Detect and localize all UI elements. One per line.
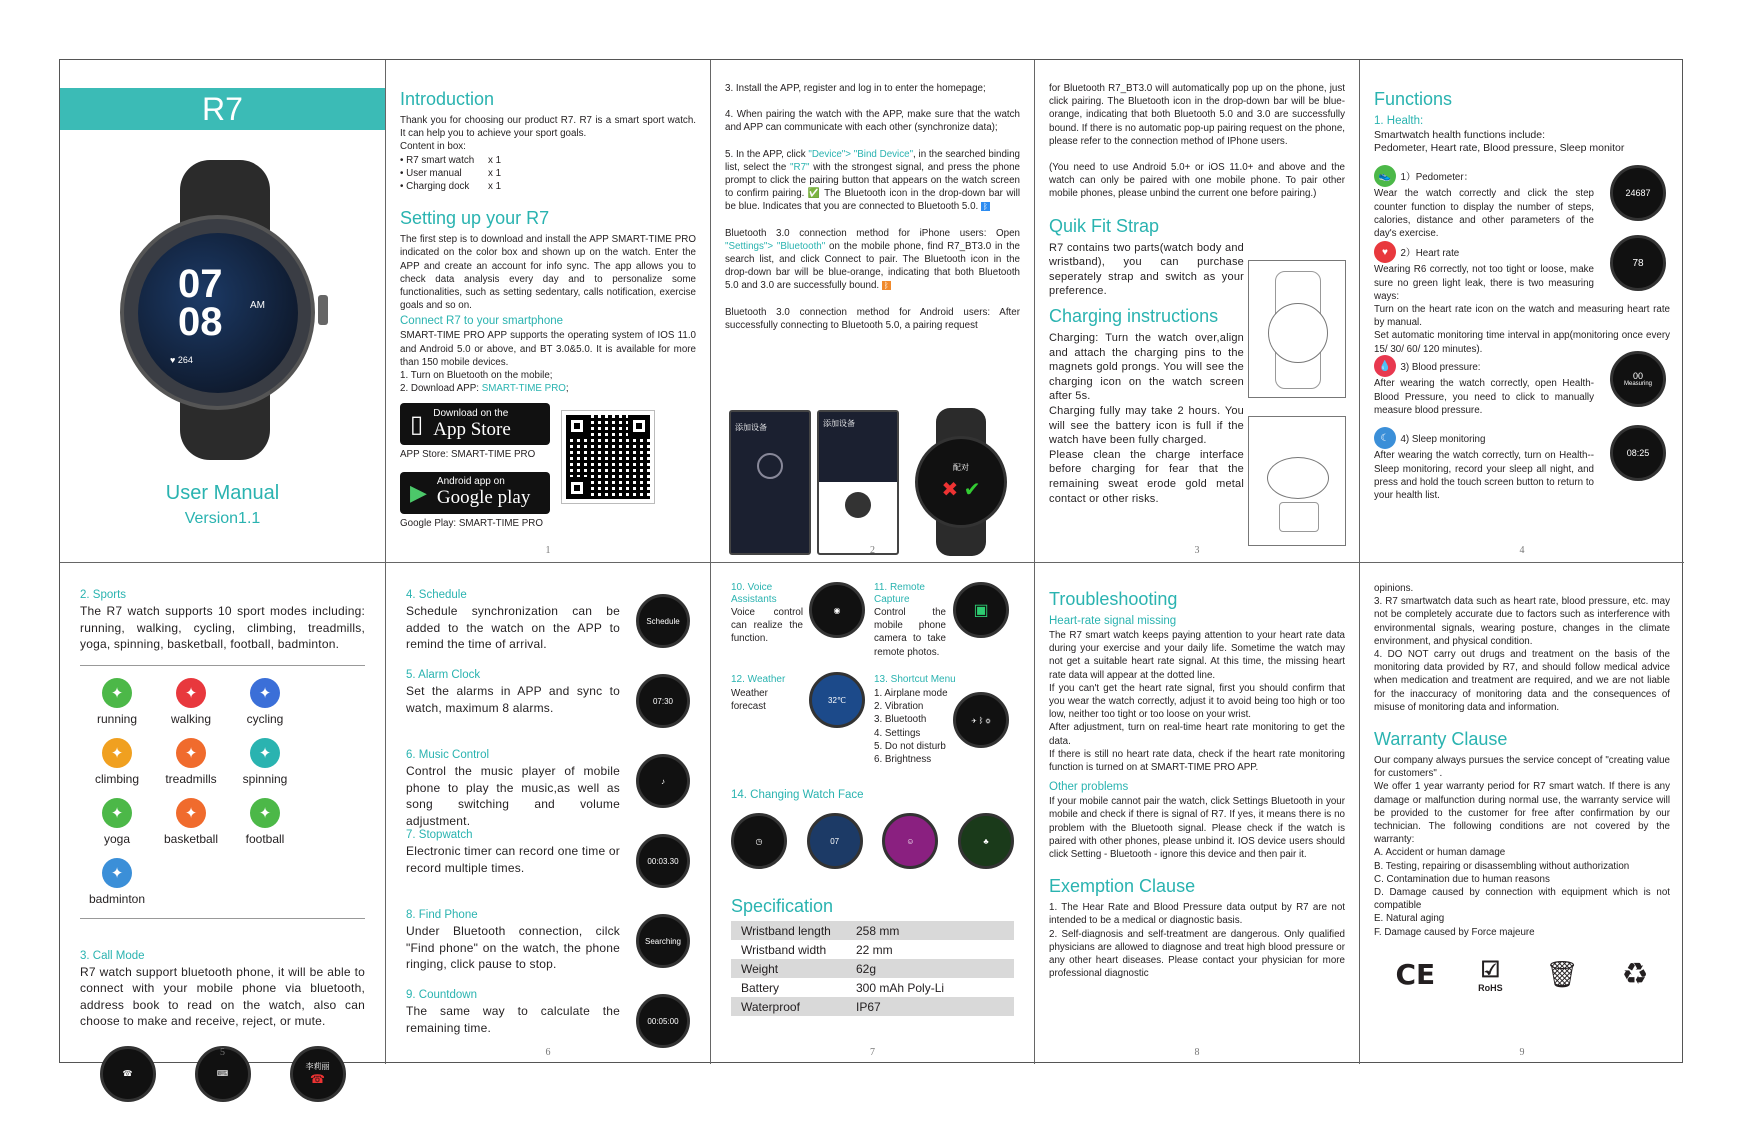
sport-label: badminton [88, 891, 146, 906]
title-banner: R7 [60, 88, 385, 130]
apple-icon: ▯ [410, 410, 424, 438]
bt3-iphone: Bluetooth 3.0 connection method for iPhone users: Open "Settings"> "Bluetooth" on the mobile phone, find R7_BT3.0 in the search list, and click Connect to pair. The Bluetooth icon in the drop-down bar will be blue-orange, indicating that both Bluetooth 5.0 and 3.0 are successfully bound. ᛒ [725, 227, 1020, 292]
box-item: • User manual x 1 [400, 167, 502, 179]
blood-pressure-text: After wearing the watch correctly, open Health-Blood Pressure, you need to click to manually measure blood pressure. [1374, 378, 1594, 416]
setup-text: The first step is to download and install the APP SMART-TIME PRO indicated on the color box and shown up on the watch. Enter the APP and create an account for info sync. The app allows you to check data analysis every day and to personalize some functionalities, such as setting sedentary, calls notification, exercise goals and so on. [400, 234, 696, 312]
pairing-panel [711, 82, 1034, 562]
watch-steps-value: 264 [177, 355, 193, 365]
hr-missing-4: If there is still no heart rate data, check if the heart rate monitoring function is turned on at SMART-TIME PRO APP. [1049, 748, 1345, 774]
badminton-icon: ✦ [102, 858, 132, 888]
feature-watch: 00:03.30 [636, 834, 690, 888]
step-1: 1. Turn on Bluetooth on the mobile; [400, 370, 553, 382]
feature-heading: 7. Stopwatch [406, 829, 473, 841]
sports-panel [60, 582, 385, 1086]
sleep-watch: 08 : 25 [1610, 425, 1666, 481]
page-number: 7 [870, 1047, 875, 1058]
page-number: 8 [1194, 1047, 1200, 1058]
yoga-icon: ✦ [102, 798, 132, 828]
remote-text: Control the mobile phone camera to take remote photos. [874, 607, 946, 658]
spec-row [731, 959, 1014, 978]
spec-label: Wristband width [741, 942, 827, 957]
google-play-caption: Google Play: SMART-TIME PRO [400, 517, 544, 529]
feature-text: The same way to calculate the remaining time. [406, 1004, 620, 1035]
watch-image [110, 160, 340, 460]
watch-hour: 07 [178, 262, 223, 306]
functions-heading: Functions [1374, 89, 1453, 109]
step-3: 3. Install the APP, register and log in to enter the homepage; [725, 83, 986, 94]
feature-watch: ♪ [636, 754, 690, 808]
warranty-condition: A. Accident or human damage [1374, 847, 1506, 859]
incoming-call-watch: 李莉丽 ☎ [290, 1046, 346, 1102]
qr-code [562, 411, 654, 503]
sport-mode [154, 678, 228, 726]
intro-text: Thank you for choosing our product R7. R7 is a smart sport watch. It can help you to achieve your sport goals. [400, 115, 696, 140]
feature-text: Schedule synchronization can be added to the watch on the APP to remind the time of arrival. [406, 604, 620, 651]
strap-text: R7 contains two parts(watch body and wristband), you can purchase seperately strap and switch as your preference. [1049, 241, 1244, 298]
weather-heading: 12. Weather [731, 674, 786, 685]
spec-row [731, 921, 1014, 940]
heart-rate-heading: 2）Heart rate [1400, 248, 1460, 260]
heart-rate-text: Wearing R6 correctly, not too tight or loose, make sure no green light leak, there is two measuring ways: [1374, 264, 1594, 302]
intro-panel [386, 82, 710, 562]
menu-item: 3. Bluetooth [874, 714, 927, 726]
sport-mode [80, 858, 154, 906]
feature-text: Set the alarms in APP and sync to watch, maximum 8 alarms. [406, 684, 620, 715]
google-play-badge[interactable]: ▶ Android app on Google play [400, 472, 550, 514]
sport-mode [154, 738, 228, 786]
reject-icon: ✖ [941, 479, 959, 501]
sport-label: basketball [163, 831, 219, 846]
strap-heading: Quik Fit Strap [1049, 215, 1160, 236]
warranty-conditions [1374, 846, 1670, 938]
warranty-condition: C. Contamination due to human reasons [1374, 873, 1550, 885]
hr-missing-1: The R7 smart watch keeps paying attention to your heart rate data during your exercise and your daily life. Sometime the watch may not get a suitable heart rate signal. At this time, the missing heart rate data will appear at the dotted line. [1049, 630, 1345, 681]
warranty-1: Our company always pursues the service concept of "creating value for customers" . [1374, 755, 1670, 780]
box-heading: Content in box: [400, 141, 466, 153]
heart-rate-text-3: Set automatic monitoring time interval in app(monitoring once every 15/ 30/ 60/ 120 minutes). [1374, 330, 1670, 355]
warranty-panel [1360, 582, 1684, 1064]
health-text: Smartwatch health functions include: [1374, 129, 1546, 141]
feature-item [406, 748, 690, 828]
strap-illustration [1248, 260, 1346, 398]
sleep-heading: 4) Sleep monitoring [1400, 434, 1486, 446]
spec-row [731, 978, 1014, 997]
warranty-condition: F. Damage caused by Force majeure [1374, 926, 1535, 938]
feature-text: Electronic timer can record one time or record multiple times. [406, 844, 620, 875]
shortcut-watch: ✈ ᛒ ⚙ [953, 692, 1009, 748]
sport-label: running [96, 711, 138, 726]
page-number: 4 [1519, 545, 1525, 556]
feature-item [406, 668, 690, 742]
cycling-icon: ✦ [250, 678, 280, 708]
climbing-icon: ✦ [102, 738, 132, 768]
sport-label: spinning [242, 771, 288, 786]
exemption-2: 2. Self-diagnosis and self-treatment are dangerous. Only qualified physicians are allowed to diagnose and treat high blood pressure or any other heart diseases. Please contact your physician for more professional diagnostic [1049, 928, 1345, 980]
menu-list [874, 687, 964, 766]
voice-heading: 10. Voice Assistants [731, 582, 777, 605]
trouble-heading: Troubleshooting [1049, 589, 1178, 609]
other-heading: Other problems [1049, 781, 1129, 794]
watch-face-2: 07 [807, 813, 863, 869]
charge-text-3: Please clean the charge interface before charging for fear that the remaining sweat erode gold metal contact or other risks. [1049, 448, 1244, 505]
cover-version: Version1.1 [184, 510, 261, 527]
heart-rate-text-2: Turn on the heart rate icon on the watch and measuring heart rate by manual. [1374, 304, 1670, 329]
rohs-mark: ☑ RoHS [1478, 956, 1503, 993]
warranty-heading: Warranty Clause [1374, 729, 1508, 750]
sport-label: walking [170, 711, 212, 726]
voice-watch: ◉ [809, 582, 865, 638]
play-icon: ▶ [410, 479, 427, 505]
recycle-icon: ♻ [1621, 958, 1649, 992]
warranty-2: We offer 1 year warranty period for R7 smart watch. If there is any damage or malfunction during normal use, the warranty service will be provided to the customer for free after confirmation by our technician. The following conditions are not covered by the warranty: [1374, 781, 1670, 846]
spec-value: 22 mm [856, 942, 893, 957]
sport-mode [80, 678, 154, 726]
pedometer-icon: 👟 [1374, 165, 1396, 187]
menu-item: 4. Settings [874, 727, 921, 739]
pedometer-watch: 24687 [1610, 165, 1666, 221]
other-text: If your mobile cannot pair the watch, click Settings Bluetooth in your mobile and check if there is signal of R7. If yes, it means there is no problem with the Bluetooth signal. Please check if the watch is paired with other phones, please unbind it. IOS device users should click Setting - Bluetooth - ignore this device and then pair it. [1049, 796, 1345, 861]
watch-face-4: ♣ [958, 813, 1014, 869]
page-number: 6 [545, 1047, 551, 1058]
spec-label: Weight [731, 959, 846, 978]
walking-icon: ✦ [176, 678, 206, 708]
sport-label: yoga [103, 831, 131, 846]
feature-heading: 9. Countdown [406, 989, 477, 1001]
feature-text: Control the music player of mobile phone to play the music,as well as song switching and volume adjustment. [406, 764, 620, 828]
spec-value: 300 mAh Poly-Li [856, 980, 945, 995]
app-store-caption: APP Store: SMART-TIME PRO [400, 449, 536, 461]
menu-item: 1. Airplane mode [874, 688, 948, 699]
bt3-android: Bluetooth 3.0 connection method for Android users: After successfully connecting to Bluetooth 5.0, a pairing request [725, 306, 1020, 331]
spec-row [731, 940, 1014, 959]
call-heading: 3. Call Mode [80, 949, 145, 962]
sleep-text: After wearing the watch correctly, turn on Health--Sleep monitoring, record your sleep all night, and press and hold the touch screen button to return to your health list. [1374, 450, 1594, 502]
watch-face-3: ☺ [882, 813, 938, 869]
charge-text-1: Charging: Turn the watch over,align and attach the charging pins to the magnets gold prongs. You will see the charging icon on the watch screen after 5s. [1049, 332, 1244, 403]
spinning-icon: ✦ [250, 738, 280, 768]
menu-heading: 13. Shortcut Menu [874, 674, 956, 685]
sport-mode [228, 798, 302, 846]
feature-heading: 8. Find Phone [406, 909, 478, 921]
functions-panel [1360, 82, 1684, 562]
exemption-3: 3. R7 smartwatch data such as heart rate, blood pressure, etc. may not be completely accurate due to factors such as interference with environmental signals, wearing posture, changes in the climate environment, and physical condition. [1374, 596, 1670, 647]
exemption-cont: opinions. [1374, 583, 1414, 594]
remote-heading: 11. Remote Capture [874, 582, 925, 605]
spec-label: Waterproof [731, 997, 846, 1016]
feature-heading: 6. Music Control [406, 749, 490, 761]
feature-item [406, 908, 690, 982]
features-panel [386, 582, 710, 1064]
sport-label: football [245, 831, 285, 846]
health-list: Pedometer, Heart rate, Blood pressure, Sleep monitor [1374, 142, 1625, 155]
feature-watch: 07:30 [636, 674, 690, 728]
heart-rate-watch: 78 [1610, 235, 1666, 291]
watch-minute: 08 [178, 300, 223, 344]
sport-mode [228, 738, 302, 786]
sport-mode [80, 738, 154, 786]
sport-mode [154, 798, 228, 846]
spec-label: Battery [741, 980, 780, 995]
hr-missing-3: After adjustment, turn on real-time heart rate monitoring to get the data. [1049, 722, 1345, 747]
feature-watch: Searching [636, 914, 690, 968]
setup-heading: Setting up your R7 [400, 208, 550, 229]
exemption-4: 4. DO NOT carry out drugs and treatment on the basis of the monitoring data provided by R7, and should follow medical advice when medication and treatment are required, and we are not liable for the inaccuracy of monitoring data and the consequences of misuse of monitoring data and information. [1374, 649, 1670, 713]
basketball-icon: ✦ [176, 798, 206, 828]
camera-watch [953, 582, 1009, 638]
watch-steps: ♥ 264 [170, 355, 193, 365]
app-name: SMART-TIME PRO [481, 383, 566, 395]
camera-icon: ▣ [973, 602, 989, 619]
exemption-1: 1. The Hear Rate and Blood Pressure data output by R7 are not intended to be a medical or diagnostic basis. [1049, 902, 1345, 927]
charger-illustration [1248, 416, 1346, 546]
running-icon: ✦ [102, 678, 132, 708]
step-4: 4. When pairing the watch with the APP, make sure that the watch and APP can communicate with each other (synchronize data); [725, 109, 1020, 134]
weee-bin-icon: 🗑 [1545, 959, 1579, 990]
page-number: 5 [220, 1047, 225, 1058]
spec-value: 258 mm [846, 921, 1014, 940]
page-number: 2 [870, 545, 875, 556]
hr-missing-2: If you can't get the heart rate signal, first you should confirm that you wear the watch correctly, adjust it to avoid being too high or too low, neither too tight or too loose on your wrist. [1049, 682, 1345, 721]
sport-mode [80, 798, 154, 846]
sport-label: climbing [94, 771, 139, 786]
sport-label: treadmills [165, 771, 217, 786]
spec-panel [711, 582, 1034, 1064]
feature-heading: 4. Schedule [406, 589, 467, 601]
spec-row [731, 997, 1014, 1016]
heart-rate-icon: ♥ [1374, 241, 1396, 263]
phone-screenshot-1: 添加设备 [729, 410, 811, 555]
page-number: 9 [1519, 1047, 1525, 1058]
feature-watch: Schedule [636, 594, 690, 648]
box-list [400, 154, 696, 194]
sports-heading: 2. Sports [80, 589, 127, 601]
feature-text: Under Bluetooth connection, cilck "Find phone" on the watch, the phone ringing, click pause to stop. [406, 924, 620, 971]
spec-heading: Specification [731, 896, 834, 916]
pairing-watch: 配对 ✖ ✔ [911, 408, 1011, 556]
sport-label: cycling [246, 711, 284, 726]
feature-item [406, 588, 690, 662]
phone-screenshot-2: 添加设备 [817, 410, 899, 555]
ce-mark: CE [1395, 958, 1436, 992]
menu-item: 2. Vibration [874, 701, 924, 713]
bluetooth-orange-icon: ᛒ [883, 281, 889, 291]
pedometer-heading: 1）Pedometer： [1400, 172, 1474, 184]
voice-text: Voice control can realize the function. [731, 607, 803, 645]
charge-text-2: Charging fully may take 2 hours. You will see the battery icon is full if the watch have been fully charged. [1049, 404, 1244, 447]
spec-value: 62g [846, 959, 1014, 978]
app-store-badge[interactable]: ▯ Download on the App Store [400, 403, 550, 445]
sleep-icon: ☾ [1374, 427, 1396, 449]
spec-table [731, 921, 1014, 1016]
feature-watch: 00:05:00 [636, 994, 690, 1048]
blood-pressure-icon: 💧 [1374, 355, 1396, 377]
page-number: 1 [545, 545, 551, 556]
page-number: 3 [1194, 545, 1200, 556]
sports-text: The R7 watch supports 10 sport modes including: running, walking, cycling, climbing, treadmills, yoga, spinning, basketball, football, badminton. [80, 604, 365, 651]
call-log-watch: ☎ [100, 1046, 156, 1102]
spec-label: Wristband length [731, 921, 846, 940]
hr-missing-heading: Heart-rate signal missing [1049, 615, 1177, 627]
sport-grid [80, 665, 365, 919]
health-heading: 1. Health: [1374, 115, 1424, 127]
bluetooth-icon: ᛒ [983, 202, 988, 212]
sport-mode [228, 678, 302, 726]
spec-value: IP67 [846, 997, 1014, 1016]
feature-list [406, 588, 690, 1062]
box-item: • R7 smart watch x 1 [400, 154, 502, 166]
weather-text: Weather forecast [731, 688, 768, 713]
exemption-heading: Exemption Clause [1049, 876, 1196, 897]
watch-ampm: AM [250, 300, 265, 311]
bt3-cont: for Bluetooth R7_BT3.0 will automatically pop up on the phone, just click pairing. The Bluetooth icon in the drop-down bar will be blue-orange, indicating that both Bluetooth 5.0 and 3.0 are successfully bound. If there is no automatic pop-up pairing request on the phone, please refer to the connection method of IPhone users. [1049, 83, 1345, 147]
pedometer-text: Wear the watch correctly and click the step counter function to display the number of steps, calories, distance and other parameters of the day's exercise. [1374, 188, 1594, 240]
step-2: 2. Download APP: SMART-TIME PRO; [400, 383, 569, 395]
step-5: 5. In the APP, click "Device"> "Bind Device", in the searched binding list, select the "R7" with the strongest signal, and press the phone prompt to click the pairing button that appears on the watch screen to confirm pairing. ✅ The Bluetooth icon in the drop-down bar will be blue. Indicates that you are connected to Bluetooth 5.0. ᛒ [725, 148, 1020, 213]
blood-pressure-watch: 00 Measuring [1610, 351, 1666, 407]
treadmills-icon: ✦ [176, 738, 206, 768]
warranty-condition: E. Natural aging [1374, 913, 1445, 925]
manual-sheet [59, 59, 1683, 1086]
box-item: • Charging dock x 1 [400, 181, 502, 193]
menu-item: 5. Do not disturb [874, 740, 946, 752]
feature-item [406, 828, 690, 902]
troubleshooting-panel [1035, 582, 1359, 1064]
connect-heading: Connect R7 to your smartphone [400, 315, 564, 328]
dialpad-watch: ⌨ [195, 1046, 251, 1102]
cover-panel [60, 60, 385, 562]
football-icon: ✦ [250, 798, 280, 828]
charge-heading: Charging instructions [1049, 306, 1219, 326]
connect-text: SMART-TIME PRO APP supports the operating system of IOS 11.0 and Android 5.0 or above, and BT 3.0&5.0. It is available for more than 150 mobile devices. [400, 330, 696, 368]
call-text: R7 watch support bluetooth phone, it will be able to connect with your mobile phone via bluetooth, address book to read on the watch, also can choose to make and receive, reject, or mute. [80, 964, 365, 1028]
cover-subtitle: User Manual [165, 482, 280, 504]
warranty-condition: B. Testing, repairing or disassembling without authorization [1374, 860, 1630, 872]
warranty-condition: D. Damage caused by connection with equipment which is not compatible [1374, 887, 1670, 912]
pair-note: (You need to use Android 5.0+ or iOS 11.0+ and above and the watch can only be paired with one mobile phone. To pair other mobile phones, please unbind the current one before pairing.) [1049, 162, 1345, 200]
weather-watch: 32℃ [809, 672, 865, 728]
menu-item: 6. Brightness [874, 754, 932, 766]
watch-face-1: ◷ [731, 813, 787, 869]
intro-heading: Introduction [400, 89, 495, 109]
feature-heading: 5. Alarm Clock [406, 669, 481, 681]
accept-icon: ✔ [963, 479, 981, 501]
blood-pressure-heading: 3) Blood pressure: [1400, 362, 1481, 374]
strap-charge-panel [1035, 82, 1359, 562]
face-heading: 14. Changing Watch Face [731, 789, 864, 801]
